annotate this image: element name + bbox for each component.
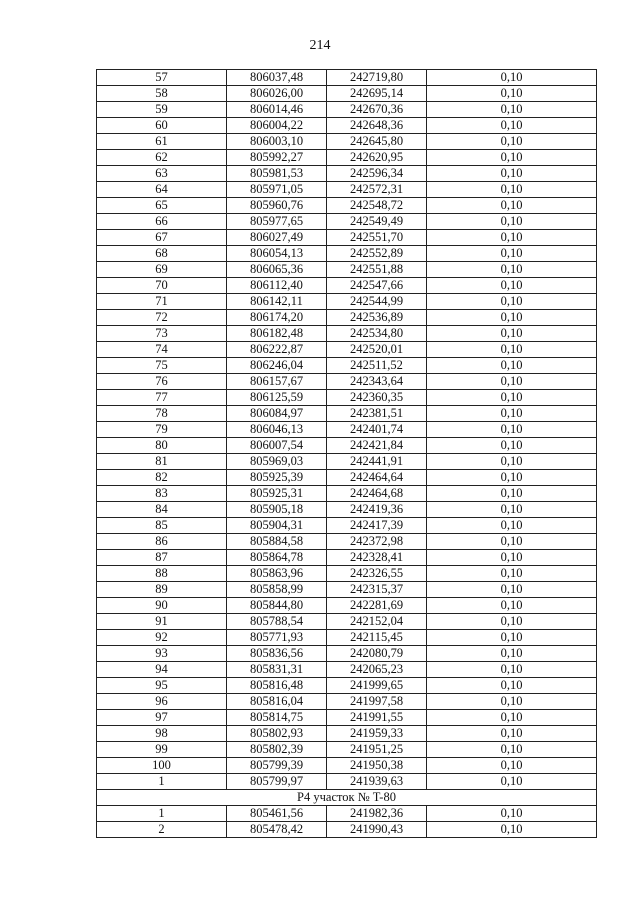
point-number-cell: 85 (97, 518, 227, 534)
table-row (97, 630, 597, 646)
section-title: P4 участок № T-80 (97, 790, 597, 806)
point-number-cell: 70 (97, 278, 227, 294)
table-row (97, 278, 597, 294)
y-coordinate-cell: 242596,34 (327, 166, 427, 182)
value-cell: 0,10 (427, 246, 597, 262)
point-number-cell: 59 (97, 102, 227, 118)
point-number-cell: 87 (97, 550, 227, 566)
value-cell: 0,10 (427, 694, 597, 710)
table-row (97, 662, 597, 678)
y-coordinate-cell: 241982,36 (327, 806, 427, 822)
value-cell: 0,10 (427, 614, 597, 630)
value-cell: 0,10 (427, 470, 597, 486)
x-coordinate-cell: 806014,46 (227, 102, 327, 118)
table-row (97, 550, 597, 566)
y-coordinate-cell: 242372,98 (327, 534, 427, 550)
point-number-cell: 80 (97, 438, 227, 454)
x-coordinate-cell: 805799,97 (227, 774, 327, 790)
table-row (97, 390, 597, 406)
x-coordinate-cell: 806046,13 (227, 422, 327, 438)
x-coordinate-cell: 805461,56 (227, 806, 327, 822)
value-cell: 0,10 (427, 294, 597, 310)
x-coordinate-cell: 805814,75 (227, 710, 327, 726)
y-coordinate-cell: 242552,89 (327, 246, 427, 262)
value-cell: 0,10 (427, 502, 597, 518)
x-coordinate-cell: 806004,22 (227, 118, 327, 134)
y-coordinate-cell: 242534,80 (327, 326, 427, 342)
x-coordinate-cell: 806182,48 (227, 326, 327, 342)
table-row (97, 502, 597, 518)
value-cell: 0,10 (427, 566, 597, 582)
table-row (97, 710, 597, 726)
point-number-cell: 64 (97, 182, 227, 198)
x-coordinate-cell: 806027,49 (227, 230, 327, 246)
y-coordinate-cell: 242548,72 (327, 198, 427, 214)
x-coordinate-cell: 805960,76 (227, 198, 327, 214)
y-coordinate-cell: 242381,51 (327, 406, 427, 422)
y-coordinate-cell: 242544,99 (327, 294, 427, 310)
x-coordinate-cell: 805771,93 (227, 630, 327, 646)
value-cell: 0,10 (427, 742, 597, 758)
point-number-cell: 63 (97, 166, 227, 182)
x-coordinate-cell: 805864,78 (227, 550, 327, 566)
x-coordinate-cell: 805831,31 (227, 662, 327, 678)
point-number-cell: 73 (97, 326, 227, 342)
value-cell: 0,10 (427, 598, 597, 614)
table-row (97, 614, 597, 630)
y-coordinate-cell: 242328,41 (327, 550, 427, 566)
value-cell: 0,10 (427, 230, 597, 246)
x-coordinate-cell: 805802,93 (227, 726, 327, 742)
point-number-cell: 97 (97, 710, 227, 726)
x-coordinate-cell: 806003,10 (227, 134, 327, 150)
y-coordinate-cell: 242360,35 (327, 390, 427, 406)
x-coordinate-cell: 805858,99 (227, 582, 327, 598)
y-coordinate-cell: 242511,52 (327, 358, 427, 374)
point-number-cell: 92 (97, 630, 227, 646)
x-coordinate-cell: 805969,03 (227, 454, 327, 470)
table-row (97, 486, 597, 502)
table-row (97, 214, 597, 230)
y-coordinate-cell: 242547,66 (327, 278, 427, 294)
y-coordinate-cell: 241939,63 (327, 774, 427, 790)
x-coordinate-cell: 806065,36 (227, 262, 327, 278)
value-cell: 0,10 (427, 278, 597, 294)
x-coordinate-cell: 805836,56 (227, 646, 327, 662)
table-row (97, 806, 597, 822)
point-number-cell: 82 (97, 470, 227, 486)
table-row (97, 182, 597, 198)
y-coordinate-cell: 241950,38 (327, 758, 427, 774)
value-cell: 0,10 (427, 710, 597, 726)
point-number-cell: 61 (97, 134, 227, 150)
x-coordinate-cell: 805925,39 (227, 470, 327, 486)
y-coordinate-cell: 242343,64 (327, 374, 427, 390)
point-number-cell: 83 (97, 486, 227, 502)
value-cell: 0,10 (427, 342, 597, 358)
table-row (97, 198, 597, 214)
x-coordinate-cell: 806037,48 (227, 70, 327, 86)
x-coordinate-cell: 805981,53 (227, 166, 327, 182)
point-number-cell: 78 (97, 406, 227, 422)
y-coordinate-cell: 242648,36 (327, 118, 427, 134)
x-coordinate-cell: 806112,40 (227, 278, 327, 294)
point-number-cell: 96 (97, 694, 227, 710)
point-number-cell: 57 (97, 70, 227, 86)
x-coordinate-cell: 805802,39 (227, 742, 327, 758)
x-coordinate-cell: 806222,87 (227, 342, 327, 358)
coordinates-table (96, 69, 597, 838)
point-number-cell: 72 (97, 310, 227, 326)
point-number-cell: 1 (97, 774, 227, 790)
page-number: 214 (309, 38, 331, 53)
x-coordinate-cell: 805884,58 (227, 534, 327, 550)
y-coordinate-cell: 241990,43 (327, 822, 427, 838)
value-cell: 0,10 (427, 262, 597, 278)
x-coordinate-cell: 805904,31 (227, 518, 327, 534)
table-row (97, 534, 597, 550)
table-row (97, 406, 597, 422)
value-cell: 0,10 (427, 534, 597, 550)
table-row (97, 86, 597, 102)
point-number-cell: 94 (97, 662, 227, 678)
value-cell: 0,10 (427, 198, 597, 214)
table-row (97, 230, 597, 246)
x-coordinate-cell: 805977,65 (227, 214, 327, 230)
section-header-row (97, 790, 597, 806)
value-cell: 0,10 (427, 86, 597, 102)
value-cell: 0,10 (427, 630, 597, 646)
point-number-cell: 60 (97, 118, 227, 134)
table-row (97, 70, 597, 86)
value-cell: 0,10 (427, 390, 597, 406)
point-number-cell: 98 (97, 726, 227, 742)
point-number-cell: 99 (97, 742, 227, 758)
x-coordinate-cell: 806174,20 (227, 310, 327, 326)
value-cell: 0,10 (427, 438, 597, 454)
table-row (97, 438, 597, 454)
point-number-cell: 81 (97, 454, 227, 470)
value-cell: 0,10 (427, 662, 597, 678)
table-row (97, 246, 597, 262)
y-coordinate-cell: 242572,31 (327, 182, 427, 198)
value-cell: 0,10 (427, 678, 597, 694)
value-cell: 0,10 (427, 310, 597, 326)
x-coordinate-cell: 806246,04 (227, 358, 327, 374)
x-coordinate-cell: 805863,96 (227, 566, 327, 582)
coordinates-table-body (97, 70, 597, 838)
y-coordinate-cell: 242419,36 (327, 502, 427, 518)
table-row (97, 262, 597, 278)
value-cell: 0,10 (427, 374, 597, 390)
y-coordinate-cell: 241991,55 (327, 710, 427, 726)
table-row (97, 374, 597, 390)
point-number-cell: 2 (97, 822, 227, 838)
point-number-cell: 67 (97, 230, 227, 246)
value-cell: 0,10 (427, 102, 597, 118)
point-number-cell: 90 (97, 598, 227, 614)
value-cell: 0,10 (427, 726, 597, 742)
x-coordinate-cell: 806084,97 (227, 406, 327, 422)
y-coordinate-cell: 242401,74 (327, 422, 427, 438)
point-number-cell: 58 (97, 86, 227, 102)
table-row (97, 294, 597, 310)
point-number-cell: 1 (97, 806, 227, 822)
x-coordinate-cell: 806157,67 (227, 374, 327, 390)
value-cell: 0,10 (427, 406, 597, 422)
table-row (97, 678, 597, 694)
y-coordinate-cell: 242315,37 (327, 582, 427, 598)
x-coordinate-cell: 805992,27 (227, 150, 327, 166)
x-coordinate-cell: 805925,31 (227, 486, 327, 502)
table-row (97, 582, 597, 598)
x-coordinate-cell: 806054,13 (227, 246, 327, 262)
y-coordinate-cell: 242551,70 (327, 230, 427, 246)
x-coordinate-cell: 805816,48 (227, 678, 327, 694)
y-coordinate-cell: 242065,23 (327, 662, 427, 678)
point-number-cell: 66 (97, 214, 227, 230)
y-coordinate-cell: 242464,64 (327, 470, 427, 486)
table-row (97, 694, 597, 710)
value-cell: 0,10 (427, 214, 597, 230)
y-coordinate-cell: 242536,89 (327, 310, 427, 326)
y-coordinate-cell: 242080,79 (327, 646, 427, 662)
y-coordinate-cell: 241999,65 (327, 678, 427, 694)
point-number-cell: 75 (97, 358, 227, 374)
point-number-cell: 79 (97, 422, 227, 438)
table-row (97, 358, 597, 374)
point-number-cell: 93 (97, 646, 227, 662)
point-number-cell: 91 (97, 614, 227, 630)
x-coordinate-cell: 805816,04 (227, 694, 327, 710)
table-row (97, 726, 597, 742)
value-cell: 0,10 (427, 166, 597, 182)
x-coordinate-cell: 805478,42 (227, 822, 327, 838)
x-coordinate-cell: 806007,54 (227, 438, 327, 454)
table-row (97, 774, 597, 790)
table-row (97, 310, 597, 326)
y-coordinate-cell: 242520,01 (327, 342, 427, 358)
table-row (97, 598, 597, 614)
value-cell: 0,10 (427, 774, 597, 790)
point-number-cell: 68 (97, 246, 227, 262)
point-number-cell: 74 (97, 342, 227, 358)
table-row (97, 422, 597, 438)
point-number-cell: 84 (97, 502, 227, 518)
point-number-cell: 86 (97, 534, 227, 550)
table-row (97, 646, 597, 662)
value-cell: 0,10 (427, 646, 597, 662)
y-coordinate-cell: 242719,80 (327, 70, 427, 86)
point-number-cell: 95 (97, 678, 227, 694)
y-coordinate-cell: 242152,04 (327, 614, 427, 630)
value-cell: 0,10 (427, 550, 597, 566)
value-cell: 0,10 (427, 326, 597, 342)
y-coordinate-cell: 242464,68 (327, 486, 427, 502)
table-row (97, 758, 597, 774)
point-number-cell: 62 (97, 150, 227, 166)
table-row (97, 102, 597, 118)
y-coordinate-cell: 242645,80 (327, 134, 427, 150)
x-coordinate-cell: 805799,39 (227, 758, 327, 774)
y-coordinate-cell: 241951,25 (327, 742, 427, 758)
x-coordinate-cell: 805844,80 (227, 598, 327, 614)
table-row (97, 166, 597, 182)
y-coordinate-cell: 242281,69 (327, 598, 427, 614)
y-coordinate-cell: 242441,91 (327, 454, 427, 470)
point-number-cell: 89 (97, 582, 227, 598)
y-coordinate-cell: 242549,49 (327, 214, 427, 230)
value-cell: 0,10 (427, 806, 597, 822)
table-row (97, 566, 597, 582)
value-cell: 0,10 (427, 454, 597, 470)
table-row (97, 470, 597, 486)
y-coordinate-cell: 242551,88 (327, 262, 427, 278)
point-number-cell: 76 (97, 374, 227, 390)
y-coordinate-cell: 242695,14 (327, 86, 427, 102)
table-row (97, 118, 597, 134)
x-coordinate-cell: 805905,18 (227, 502, 327, 518)
y-coordinate-cell: 242620,95 (327, 150, 427, 166)
x-coordinate-cell: 806142,11 (227, 294, 327, 310)
table-row (97, 822, 597, 838)
y-coordinate-cell: 242326,55 (327, 566, 427, 582)
y-coordinate-cell: 241959,33 (327, 726, 427, 742)
point-number-cell: 77 (97, 390, 227, 406)
y-coordinate-cell: 242421,84 (327, 438, 427, 454)
value-cell: 0,10 (427, 582, 597, 598)
value-cell: 0,10 (427, 358, 597, 374)
value-cell: 0,10 (427, 182, 597, 198)
table-row (97, 518, 597, 534)
point-number-cell: 69 (97, 262, 227, 278)
value-cell: 0,10 (427, 422, 597, 438)
x-coordinate-cell: 805971,05 (227, 182, 327, 198)
point-number-cell: 100 (97, 758, 227, 774)
value-cell: 0,10 (427, 822, 597, 838)
table-row (97, 742, 597, 758)
value-cell: 0,10 (427, 134, 597, 150)
x-coordinate-cell: 805788,54 (227, 614, 327, 630)
y-coordinate-cell: 242115,45 (327, 630, 427, 646)
table-row (97, 134, 597, 150)
table-row (97, 342, 597, 358)
point-number-cell: 71 (97, 294, 227, 310)
value-cell: 0,10 (427, 70, 597, 86)
x-coordinate-cell: 806026,00 (227, 86, 327, 102)
point-number-cell: 88 (97, 566, 227, 582)
y-coordinate-cell: 242417,39 (327, 518, 427, 534)
value-cell: 0,10 (427, 118, 597, 134)
table-row (97, 454, 597, 470)
value-cell: 0,10 (427, 150, 597, 166)
table-row (97, 326, 597, 342)
table-row (97, 150, 597, 166)
value-cell: 0,10 (427, 758, 597, 774)
y-coordinate-cell: 242670,36 (327, 102, 427, 118)
value-cell: 0,10 (427, 518, 597, 534)
y-coordinate-cell: 241997,58 (327, 694, 427, 710)
point-number-cell: 65 (97, 198, 227, 214)
x-coordinate-cell: 806125,59 (227, 390, 327, 406)
value-cell: 0,10 (427, 486, 597, 502)
